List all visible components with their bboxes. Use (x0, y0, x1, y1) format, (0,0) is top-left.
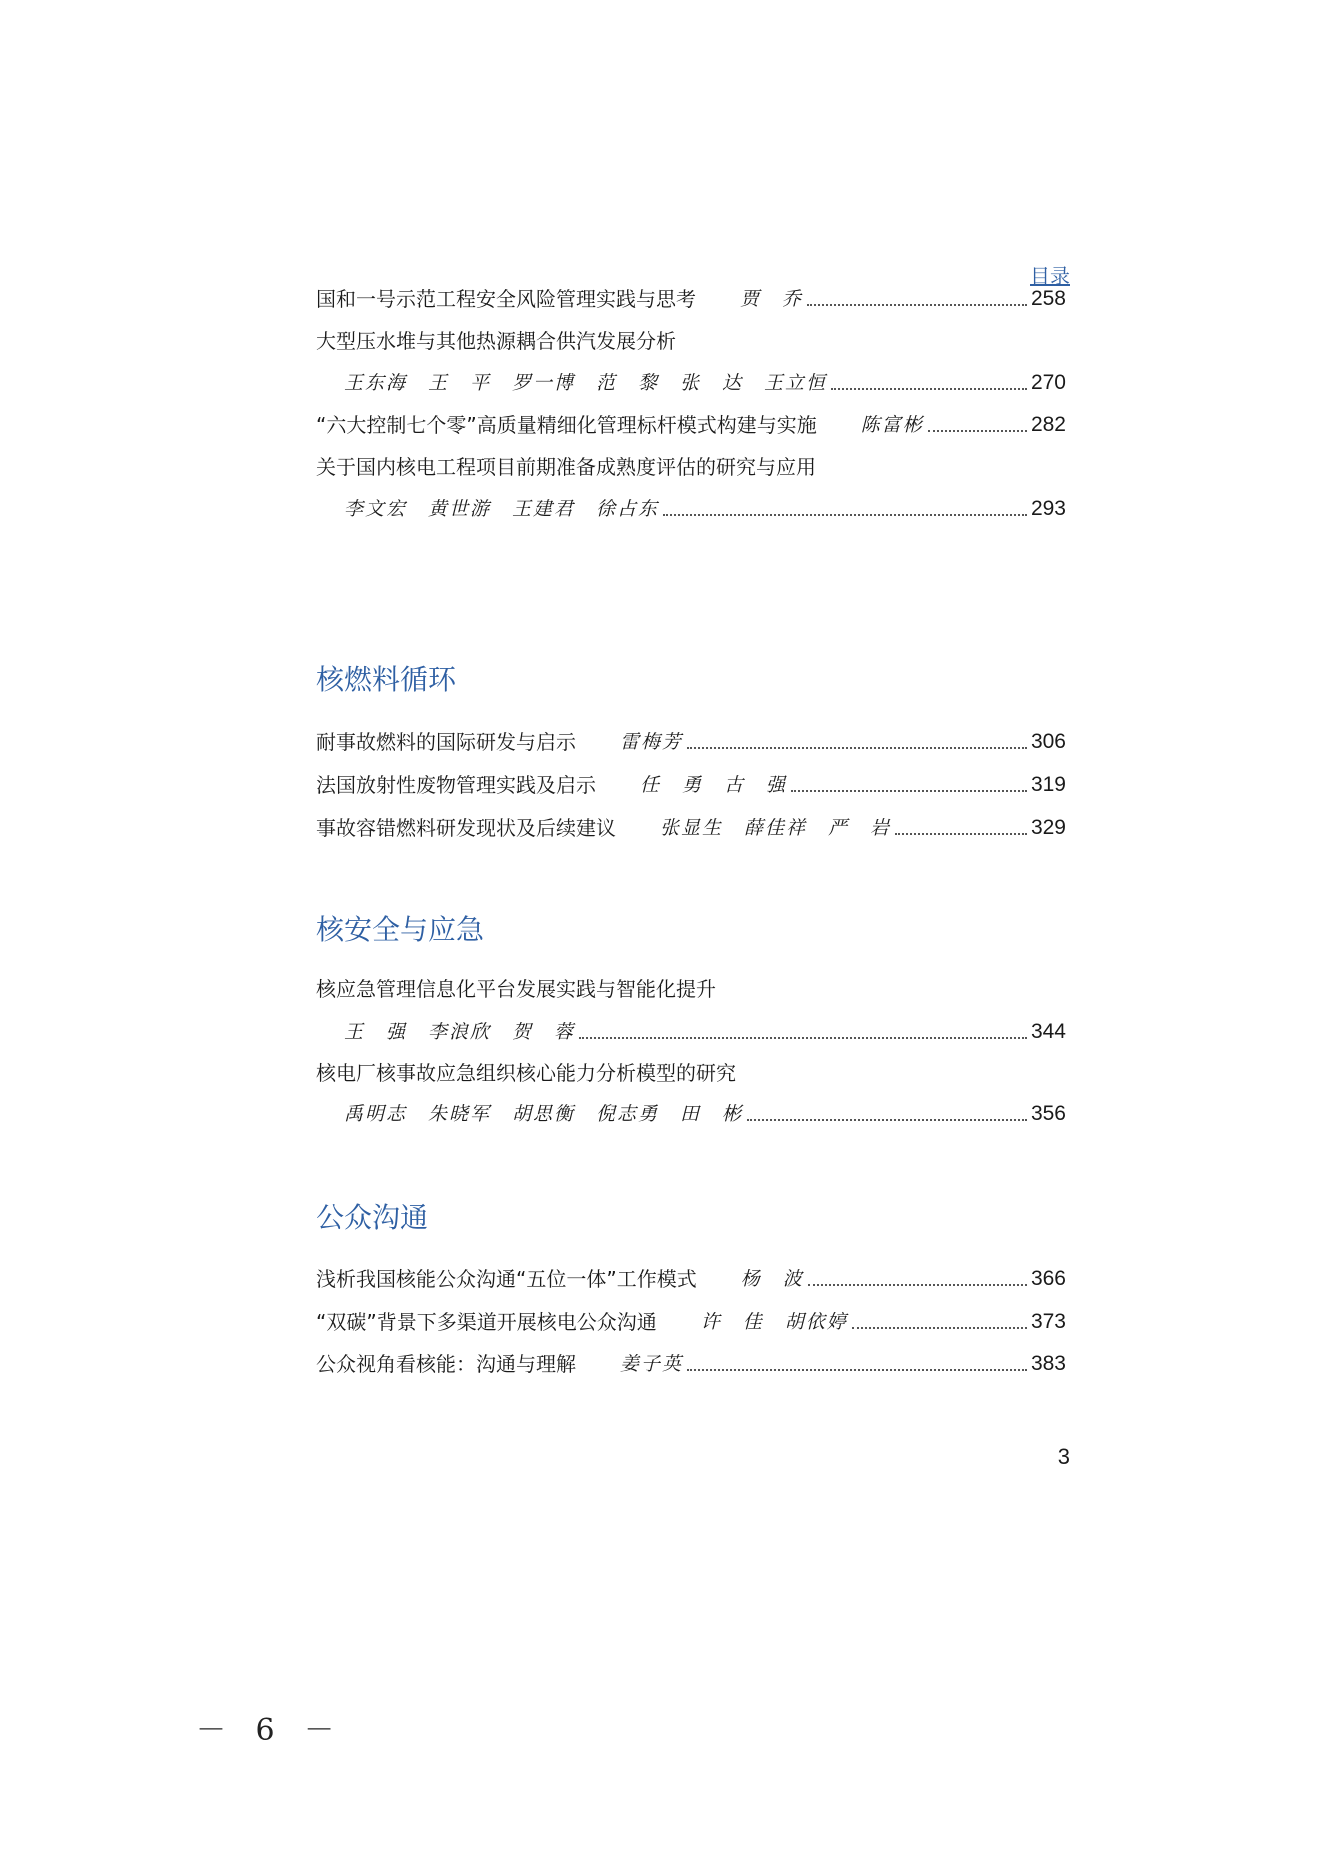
entry-authors: 王东海 王 平 罗一博 范 黎 张 达 王立恒 (344, 372, 828, 394)
entry-authors: 杨 波 (740, 1268, 804, 1290)
header-label[interactable]: 目录 (1030, 264, 1070, 288)
toc-entry-author-line[interactable] (316, 1097, 1066, 1127)
entry-authors: 王 强 李浪欣 贺 蓉 (344, 1021, 576, 1043)
dot-leader (687, 1369, 1027, 1371)
dot-leader (747, 1119, 1027, 1121)
entry-title: 浅析我国核能公众沟通“五位一体”工作模式 (316, 1267, 697, 1291)
toc-entry[interactable] (316, 1262, 1066, 1292)
dot-leader (808, 1284, 1027, 1286)
entry-page: 258 (1030, 287, 1066, 310)
entry-title: 国和一号示范工程安全风险管理实践与思考 (316, 287, 696, 311)
dot-leader (663, 514, 1027, 516)
toc-entry-author-line[interactable] (316, 366, 1066, 396)
entry-page: 383 (1030, 1352, 1066, 1375)
entry-page: 366 (1030, 1267, 1066, 1290)
entry-title: 事故容错燃料研发现状及后续建议 (316, 816, 616, 840)
dot-leader (791, 790, 1027, 792)
entry-title: 关于国内核电工程项目前期准备成熟度评估的研究与应用 (316, 455, 816, 479)
section-heading: 核燃料循环 (316, 663, 457, 696)
entry-title: 核电厂核事故应急组织核心能力分析模型的研究 (316, 1061, 736, 1085)
dot-leader (579, 1037, 1027, 1039)
dot-leader (831, 388, 1027, 390)
entry-page: 293 (1030, 497, 1066, 520)
section-heading: 核安全与应急 (316, 913, 485, 946)
dot-leader (895, 833, 1027, 835)
dot-leader (687, 747, 1027, 749)
toc-entry[interactable] (316, 725, 1066, 755)
entry-title: 大型压水堆与其他热源耦合供汽发展分析 (316, 329, 676, 353)
toc-entry-title-line[interactable] (316, 450, 1066, 480)
entry-authors: 许 佳 胡依婷 (700, 1311, 848, 1333)
entry-authors: 雷梅芳 (620, 731, 684, 753)
entry-title: “六大控制七个零”高质量精细化管理标杆模式构建与实施 (316, 413, 817, 437)
entry-title: 核应急管理信息化平台发展实践与智能化提升 (316, 977, 716, 1001)
entry-authors: 张显生 薛佳祥 严 岩 (660, 817, 892, 839)
entry-page: 329 (1030, 816, 1066, 839)
toc-entry[interactable] (316, 1347, 1066, 1377)
footer-page-label: － 6 － (196, 1713, 345, 1748)
entry-title: 法国放射性废物管理实践及启示 (316, 773, 596, 797)
entry-page: 373 (1030, 1310, 1066, 1333)
toc-entry-author-line[interactable] (316, 1015, 1066, 1045)
toc-entry[interactable] (316, 1305, 1066, 1335)
page-number: 3 (1057, 1444, 1070, 1469)
entry-page: 356 (1030, 1102, 1066, 1125)
dot-leader (928, 430, 1027, 432)
entry-page: 344 (1030, 1020, 1066, 1043)
entry-title: 耐事故燃料的国际研发与启示 (316, 730, 576, 754)
toc-entry-title-line[interactable] (316, 972, 1066, 1002)
entry-title: 公众视角看核能：沟通与理解 (316, 1352, 576, 1376)
entry-title: “双碳”背景下多渠道开展核电公众沟通 (316, 1310, 657, 1334)
entry-authors: 姜子英 (620, 1353, 684, 1375)
entry-page: 319 (1030, 773, 1066, 796)
toc-entry-title-line[interactable] (316, 324, 1066, 354)
section-heading: 公众沟通 (316, 1201, 429, 1234)
entry-authors: 陈富彬 (860, 414, 924, 436)
toc-entry-author-line[interactable] (316, 492, 1066, 522)
toc-entry-title-line[interactable] (316, 1056, 1066, 1086)
toc-entry[interactable] (316, 408, 1066, 438)
toc-entry[interactable] (316, 768, 1066, 798)
entry-authors: 任 勇 古 强 (640, 774, 788, 796)
entry-page: 306 (1030, 730, 1066, 753)
dot-leader (807, 304, 1027, 306)
entry-authors: 李文宏 黄世游 王建君 徐占东 (344, 498, 660, 520)
toc-entry[interactable] (316, 282, 1066, 312)
entry-page: 282 (1030, 413, 1066, 436)
toc-entry[interactable] (316, 811, 1066, 841)
entry-page: 270 (1030, 371, 1066, 394)
dot-leader (852, 1327, 1027, 1329)
entry-authors: 贾 乔 (740, 288, 804, 310)
entry-authors: 禹明志 朱晓军 胡思衡 倪志勇 田 彬 (344, 1103, 744, 1125)
